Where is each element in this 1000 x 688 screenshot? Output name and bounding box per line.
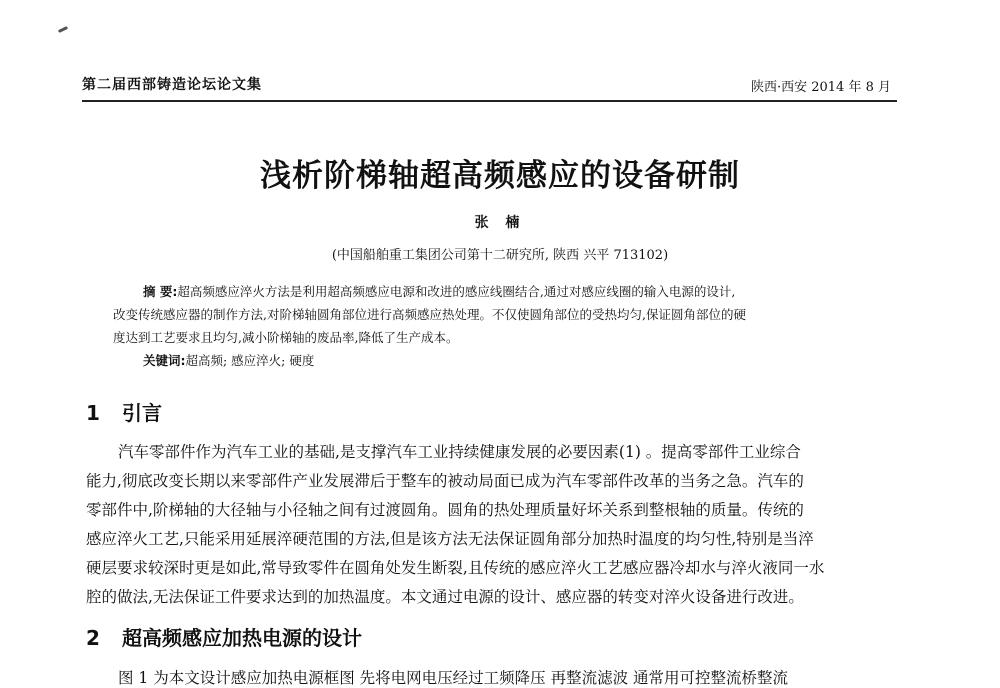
keywords: 关键词:超高频; 感应淬火; 硬度 [143, 353, 315, 368]
abstract-label: 摘 要: [143, 284, 178, 299]
body-line: 零部件中,阶梯轴的大径轴与小径轴之间有过渡圆角。圆角的热处理质量好坏关系到整根轴的质量。传统的 [86, 501, 804, 519]
body-line: 硬层要求较深时更是如此,常导致零件在圆角处发生断裂,且传统的感应淬火工艺感应器冷却水与淬火液同一水 [86, 559, 825, 577]
affiliation: (中国船舶重工集团公司第十二研究所, 陕西 兴平 713102) [331, 248, 669, 263]
header-rule [82, 100, 897, 102]
body-line: 感应淬火工艺,只能采用延展淬硬范围的方法,但是该方法无法保证圆角部分加热时温度的均匀性,特别是当淬 [86, 530, 814, 548]
section-1-heading [86, 397, 162, 426]
body-line-partial: 图 1 为本文设计感应加热电源框图 先将电网电压经过工频降压 再整流滤波 通常用可控整流桥整流 [118, 669, 788, 687]
section-number: 2 [86, 626, 100, 650]
abstract-line: 摘 要:超高频感应淬火方法是利用超高频感应电源和改进的感应线圈结合,通过对感应线圈的输入电源的设计, [143, 284, 736, 299]
section-1-body [86, 438, 901, 612]
body-line: 能力,彻底改变长期以来零部件产业发展滞后于整车的被动局面已成为汽车零部件改革的当务之急。汽车的 [86, 472, 804, 490]
section-2-heading [86, 622, 362, 651]
author: 张 楠 [474, 215, 526, 231]
keywords-label: 关键词: [143, 353, 186, 368]
journal-name: 第二届西部铸造论坛论文集 [82, 77, 262, 93]
scan-speck [58, 26, 68, 33]
running-header [82, 68, 897, 102]
paper-title: 浅析阶梯轴超高频感应的设备研制 [260, 158, 740, 194]
body-line: 汽车零部件作为汽车工业的基础,是支撑汽车工业持续健康发展的必要因素(1) 。提高零部件工业综合 [118, 443, 801, 461]
section-number: 1 [86, 401, 100, 425]
location-date: 陕西·西安 2014 年 8 月 [750, 80, 891, 95]
abstract-line: 度达到工艺要求且均匀,减小阶梯轴的废品率,降低了生产成本。 [113, 330, 459, 345]
abstract-line: 改变传统感应器的制作方法,对阶梯轴圆角部位进行高频感应热处理。不仅使圆角部位的受热均匀,保证圆角部位的硬 [113, 307, 746, 322]
abstract [113, 280, 878, 372]
body-line: 腔的做法,无法保证工件要求达到的加热温度。本文通过电源的设计、感应器的转变对淬火设备进行改进。 [86, 588, 804, 606]
section-title: 超高频感应加热电源的设计 [122, 626, 362, 650]
section-title: 引言 [122, 401, 162, 425]
